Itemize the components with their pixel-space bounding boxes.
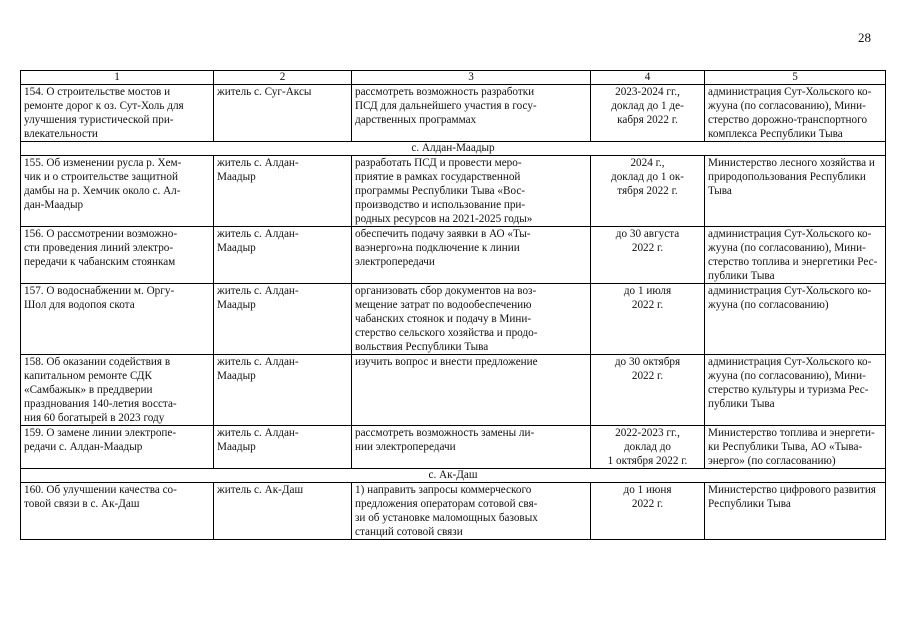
- action-cell: [352, 85, 591, 142]
- issue-cell-text: 159. О замене линии электропе- редачи с. Алдан-Маадыр: [24, 427, 177, 453]
- applicant-cell-text: житель с. Ак-Даш: [217, 484, 304, 496]
- action-cell-text: рассмотреть возможность замены ли- нии электропередачи: [355, 427, 535, 453]
- table-row: [21, 284, 886, 355]
- section-row: [21, 142, 886, 156]
- action-cell-text: рассмотреть возможность разработки ПСД для дальнейшего участия в госу- дарственных программах: [355, 86, 537, 126]
- column-header: 2: [214, 71, 352, 85]
- responsible-cell: [705, 284, 886, 355]
- table-row: [21, 85, 886, 142]
- section-row: [21, 469, 886, 483]
- action-cell-text: изучить вопрос и внести предложение: [355, 356, 538, 368]
- deadline-cell-text: до 1 июля 2022 г.: [623, 285, 672, 311]
- deadline-cell-text: 2023-2024 гг., доклад до 1 де- кабря 2022 г.: [611, 86, 684, 126]
- applicant-cell-text: житель с. Алдан- Маадыр: [217, 285, 299, 311]
- responsible-cell-text: Министерство цифрового развития Республики Тыва: [708, 484, 876, 510]
- responsible-cell-text: Министерство лесного хозяйства и природопользования Республики Тыва: [708, 157, 875, 197]
- column-number-row: [21, 71, 886, 85]
- deadline-cell-text: до 30 августа 2022 г.: [615, 228, 680, 254]
- responsible-cell: [705, 227, 886, 284]
- action-cell-text: 1) направить запросы коммерческого предложения операторам сотовой свя- зи об установке маломощных базовых станций сотовой связи: [355, 484, 538, 538]
- responsible-cell: [705, 85, 886, 142]
- applicant-cell: [214, 227, 352, 284]
- page-number: 28: [858, 30, 871, 45]
- issue-cell-text: 156. О рассмотрении возможно- сти проведения линий электро- передачи к чабанским стоянкам: [24, 228, 178, 268]
- action-cell-text: разработать ПСД и провести меро- приятие в рамках государственной программы Республики Тыва «Вос- производство и использование при- родных ресурсов на 2021-2025 годы»: [355, 157, 533, 225]
- table-row: [21, 227, 886, 284]
- action-cell: [352, 284, 591, 355]
- responsible-cell: [705, 355, 886, 426]
- action-cell: [352, 156, 591, 227]
- issue-cell-text: 158. Об оказании содействия в капитальном ремонте СДК «Самбажык» в преддверии празднования 140-летия восста- ния 60 богатырей в 2023 году: [24, 356, 177, 424]
- responsible-cell: [705, 156, 886, 227]
- applicant-cell-text: житель с. Алдан- Маадыр: [217, 356, 299, 382]
- responsible-cell-text: администрация Сут-Хольского ко- жууна (по согласованию), Мини- стерство дорожно-транспортного комплекса Республики Тыва: [708, 86, 872, 140]
- issue-cell-text: 154. О строительстве мостов и ремонте дорог к оз. Сут-Холь для улучшения туристической при- влекательности: [24, 86, 184, 140]
- deadline-cell: [591, 227, 705, 284]
- decisions-table: [20, 70, 886, 540]
- deadline-cell: [591, 85, 705, 142]
- issue-cell: [21, 156, 214, 227]
- deadline-cell: [591, 284, 705, 355]
- issue-cell: [21, 426, 214, 469]
- deadline-cell-text: 2022-2023 гг., доклад до 1 октября 2022 г.: [607, 427, 688, 467]
- table-row: [21, 156, 886, 227]
- section-heading: с. Ак-Даш: [21, 469, 886, 483]
- deadline-cell-text: 2024 г., доклад до 1 ок- тября 2022 г.: [611, 157, 684, 197]
- responsible-cell-text: администрация Сут-Хольского ко- жууна (по согласованию), Мини- стерство культуры и туризма Рес- публики Тыва: [708, 356, 872, 410]
- deadline-cell-text: до 1 июня 2022 г.: [623, 484, 672, 510]
- column-header: 5: [705, 71, 886, 85]
- issue-cell: [21, 85, 214, 142]
- issue-cell: [21, 355, 214, 426]
- applicant-cell: [214, 426, 352, 469]
- applicant-cell: [214, 284, 352, 355]
- applicant-cell-text: житель с. Алдан- Маадыр: [217, 427, 299, 453]
- issue-cell-text: 160. Об улучшении качества со- товой связи в с. Ак-Даш: [24, 484, 177, 510]
- table-body: [21, 85, 886, 540]
- issue-cell: [21, 227, 214, 284]
- responsible-cell: [705, 483, 886, 540]
- table-row: [21, 355, 886, 426]
- applicant-cell-text: житель с. Суг-Аксы: [217, 86, 312, 98]
- action-cell: [352, 355, 591, 426]
- responsible-cell-text: администрация Сут-Хольского ко- жууна (по согласованию), Мини- стерство топлива и энергетики Рес- публики Тыва: [708, 228, 878, 282]
- applicant-cell-text: житель с. Алдан- Маадыр: [217, 157, 299, 183]
- column-header: 1: [21, 71, 214, 85]
- action-cell-text: организовать сбор документов на воз- мещение затрат по водообеспечению чабанских стоянок и подачу в Мини- стерство сельского хозяйства и продо- вольствия Республики Тыва: [355, 285, 538, 353]
- applicant-cell: [214, 156, 352, 227]
- table-row: [21, 426, 886, 469]
- deadline-cell-text: до 30 октября 2022 г.: [614, 356, 681, 382]
- applicant-cell: [214, 85, 352, 142]
- issue-cell: [21, 483, 214, 540]
- action-cell: [352, 426, 591, 469]
- issue-cell-text: 155. Об изменении русла р. Хем- чик и о строительстве защитной дамбы на р. Хемчик около с. Ал- дан-Маадыр: [24, 157, 182, 211]
- applicant-cell-text: житель с. Алдан- Маадыр: [217, 228, 299, 254]
- responsible-cell-text: Министерство топлива и энергети- ки Республики Тыва, АО «Тыва- энерго» (по согласованию): [708, 427, 875, 467]
- applicant-cell: [214, 355, 352, 426]
- action-cell: [352, 483, 591, 540]
- deadline-cell: [591, 426, 705, 469]
- responsible-cell-text: администрация Сут-Хольского ко- жууна (по согласованию): [708, 285, 872, 311]
- column-header: 3: [352, 71, 591, 85]
- section-heading: с. Алдан-Маадыр: [21, 142, 886, 156]
- table-row: [21, 483, 886, 540]
- responsible-cell: [705, 426, 886, 469]
- issue-cell: [21, 284, 214, 355]
- deadline-cell: [591, 355, 705, 426]
- issue-cell-text: 157. О водоснабжении м. Оргу- Шол для водопоя скота: [24, 285, 175, 311]
- deadline-cell: [591, 156, 705, 227]
- action-cell-text: обеспечить подачу заявки в АО «Ты- ваэнерго»на подключение к линии электропередачи: [355, 228, 531, 268]
- applicant-cell: [214, 483, 352, 540]
- deadline-cell: [591, 483, 705, 540]
- action-cell: [352, 227, 591, 284]
- column-header: 4: [591, 71, 705, 85]
